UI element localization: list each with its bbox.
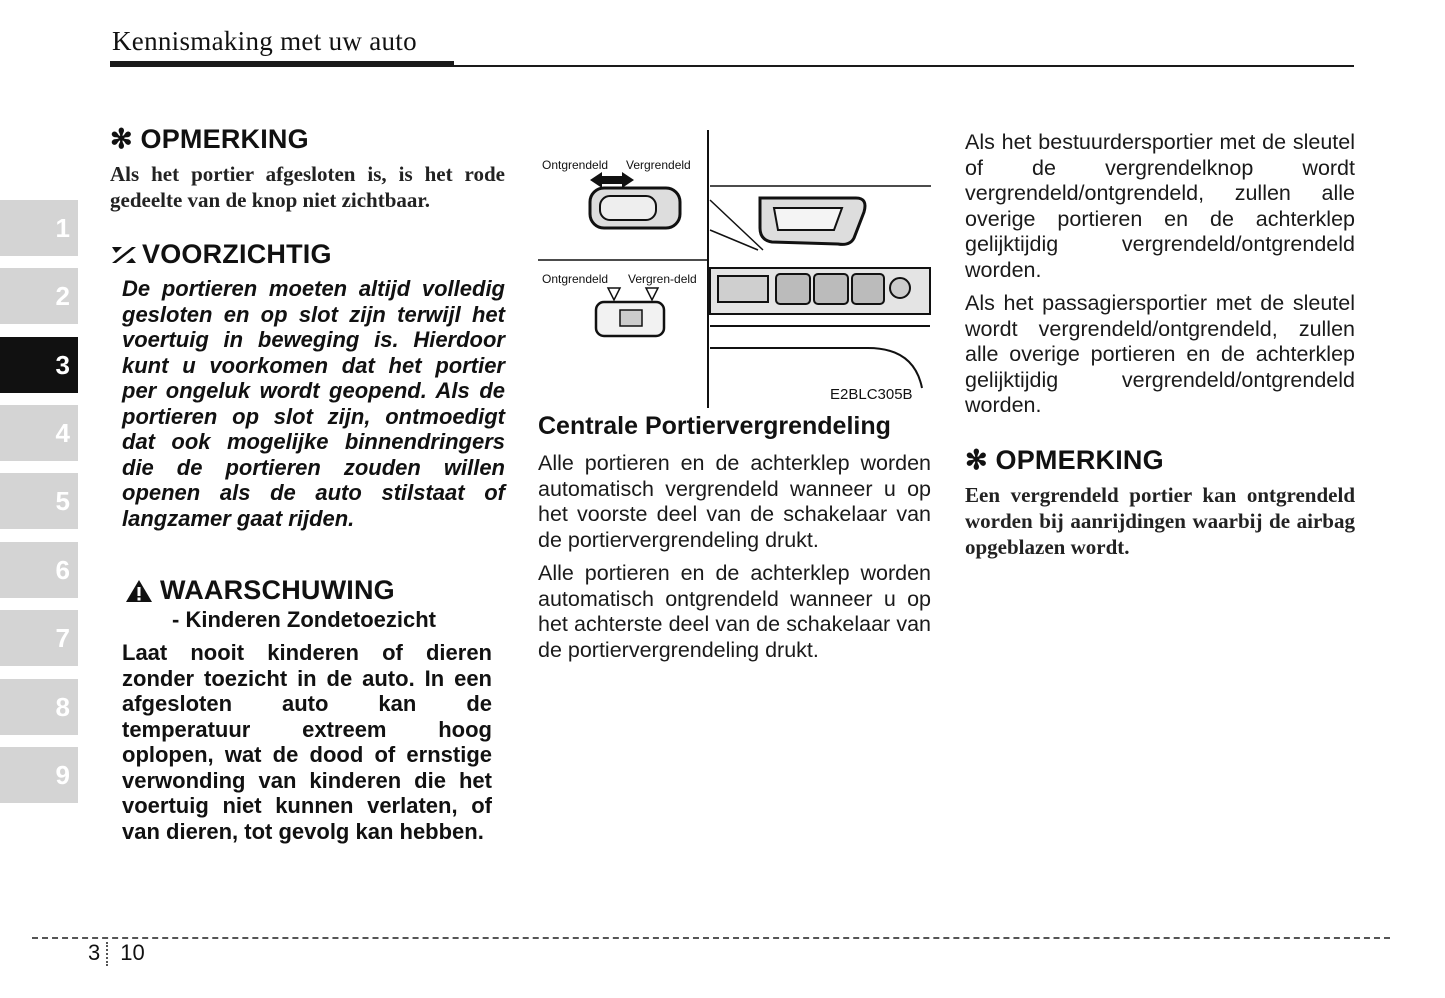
warning-heading: WAARSCHUWING xyxy=(160,575,395,605)
caution-icon xyxy=(110,243,138,267)
note-heading: ✻ OPMERKING xyxy=(110,124,309,154)
footer-rule xyxy=(32,937,1390,939)
chapter-tab-1[interactable]: 1 xyxy=(0,200,78,256)
figure-label-locked-top: Vergrendeld xyxy=(626,158,691,172)
caution-heading: VOORZICHTIG xyxy=(142,239,332,269)
note-text: Een vergrendeld portier kan ontgrendeld worden bij aanrijdingen waarbij de airbag opgeblazen wordt. xyxy=(965,482,1355,559)
page-header-title: Kennismaking met uw auto xyxy=(112,26,417,56)
header-rule-thick xyxy=(110,61,454,67)
door-lock-figure xyxy=(538,130,933,410)
figure-code: E2BLC305B xyxy=(830,386,913,403)
section-heading: Centrale Portiervergrendeling xyxy=(538,412,891,440)
chapter-tab-6[interactable]: 6 xyxy=(0,542,78,598)
warning-heading-row xyxy=(124,575,505,606)
chapter-tab-4[interactable]: 4 xyxy=(0,405,78,461)
page-chapter: 3 xyxy=(88,940,101,965)
body-paragraph: Als het bestuurdersportier met de sleutel of de vergrendelknop wordt vergrendeld/ontgrendeld, zullen alle overige portieren en de achterklep gelijktijdig vergrendeld/ontgrendeld worden. xyxy=(965,130,1355,282)
figure-label-locked-bottom: Vergren-deld xyxy=(628,272,697,286)
page-index: 10 xyxy=(120,940,145,965)
warning-triangle-icon xyxy=(124,578,154,604)
door-lock-illustration xyxy=(538,130,933,410)
header-rule-thin xyxy=(454,65,1354,67)
note-heading: ✻ OPMERKING xyxy=(965,444,1164,475)
caution-heading-row xyxy=(110,239,505,270)
page-separator xyxy=(106,942,116,966)
chapter-tab-8[interactable]: 8 xyxy=(0,679,78,735)
chapter-tab-3[interactable]: 3 xyxy=(0,337,78,393)
chapter-tab-5[interactable]: 5 xyxy=(0,473,78,529)
note-text: Als het portier afgesloten is, is het rode gedeelte van de knop niet zichtbaar. xyxy=(110,162,505,212)
body-paragraph: Alle portieren en de achterklep worden automatisch vergrendeld wanneer u op het voorste deel van de schakelaar van de portiervergrendeling drukt. xyxy=(538,451,931,552)
page-number xyxy=(88,940,145,966)
left-column xyxy=(110,124,505,844)
figure-label-unlocked-bottom: Ontgrendeld xyxy=(542,272,609,286)
middle-column xyxy=(538,412,931,663)
warning-subheading: - Kinderen Zondetoezicht xyxy=(172,607,436,632)
chapter-tab-7[interactable]: 7 xyxy=(0,610,78,666)
warning-text: Laat nooit kinderen of dieren zonder toezicht in de auto. In een afgesloten auto kan de temperatuur extreem hoog oplopen, wat de dood of ernstige verwonding van kinderen die het voertuig niet kunnen verlaten, of van dieren, tot gevolg kan hebben. xyxy=(122,640,492,844)
right-column xyxy=(965,130,1355,560)
figure-label-unlocked-top: Ontgrendeld xyxy=(542,158,609,172)
chapter-tab-9[interactable]: 9 xyxy=(0,747,78,803)
body-paragraph: Alle portieren en de achterklep worden automatisch ontgrendeld wanneer u op het achterste deel van de schakelaar van de portiervergrendeling drukt. xyxy=(538,561,931,662)
body-paragraph: Als het passagiersportier met de sleutel wordt vergrendeld/ontgrendeld, zullen alle overige portieren en de achterklep gelijktijdig vergrendeld/ontgrendeld worden. xyxy=(965,291,1355,417)
caution-text: De portieren moeten altijd volledig gesloten en op slot zijn terwijl het voertuig in beweging is. Hierdoor kunt u voorkomen dat het portier per ongeluk wordt geopend. Als de portieren op slot zijn, ontmoedigt dat ook mogelijke binnendringers die de portieren zouden willen openen als de auto stilstaat of langzamer gaat rijden. xyxy=(122,276,505,531)
chapter-tab-2[interactable]: 2 xyxy=(0,268,78,324)
